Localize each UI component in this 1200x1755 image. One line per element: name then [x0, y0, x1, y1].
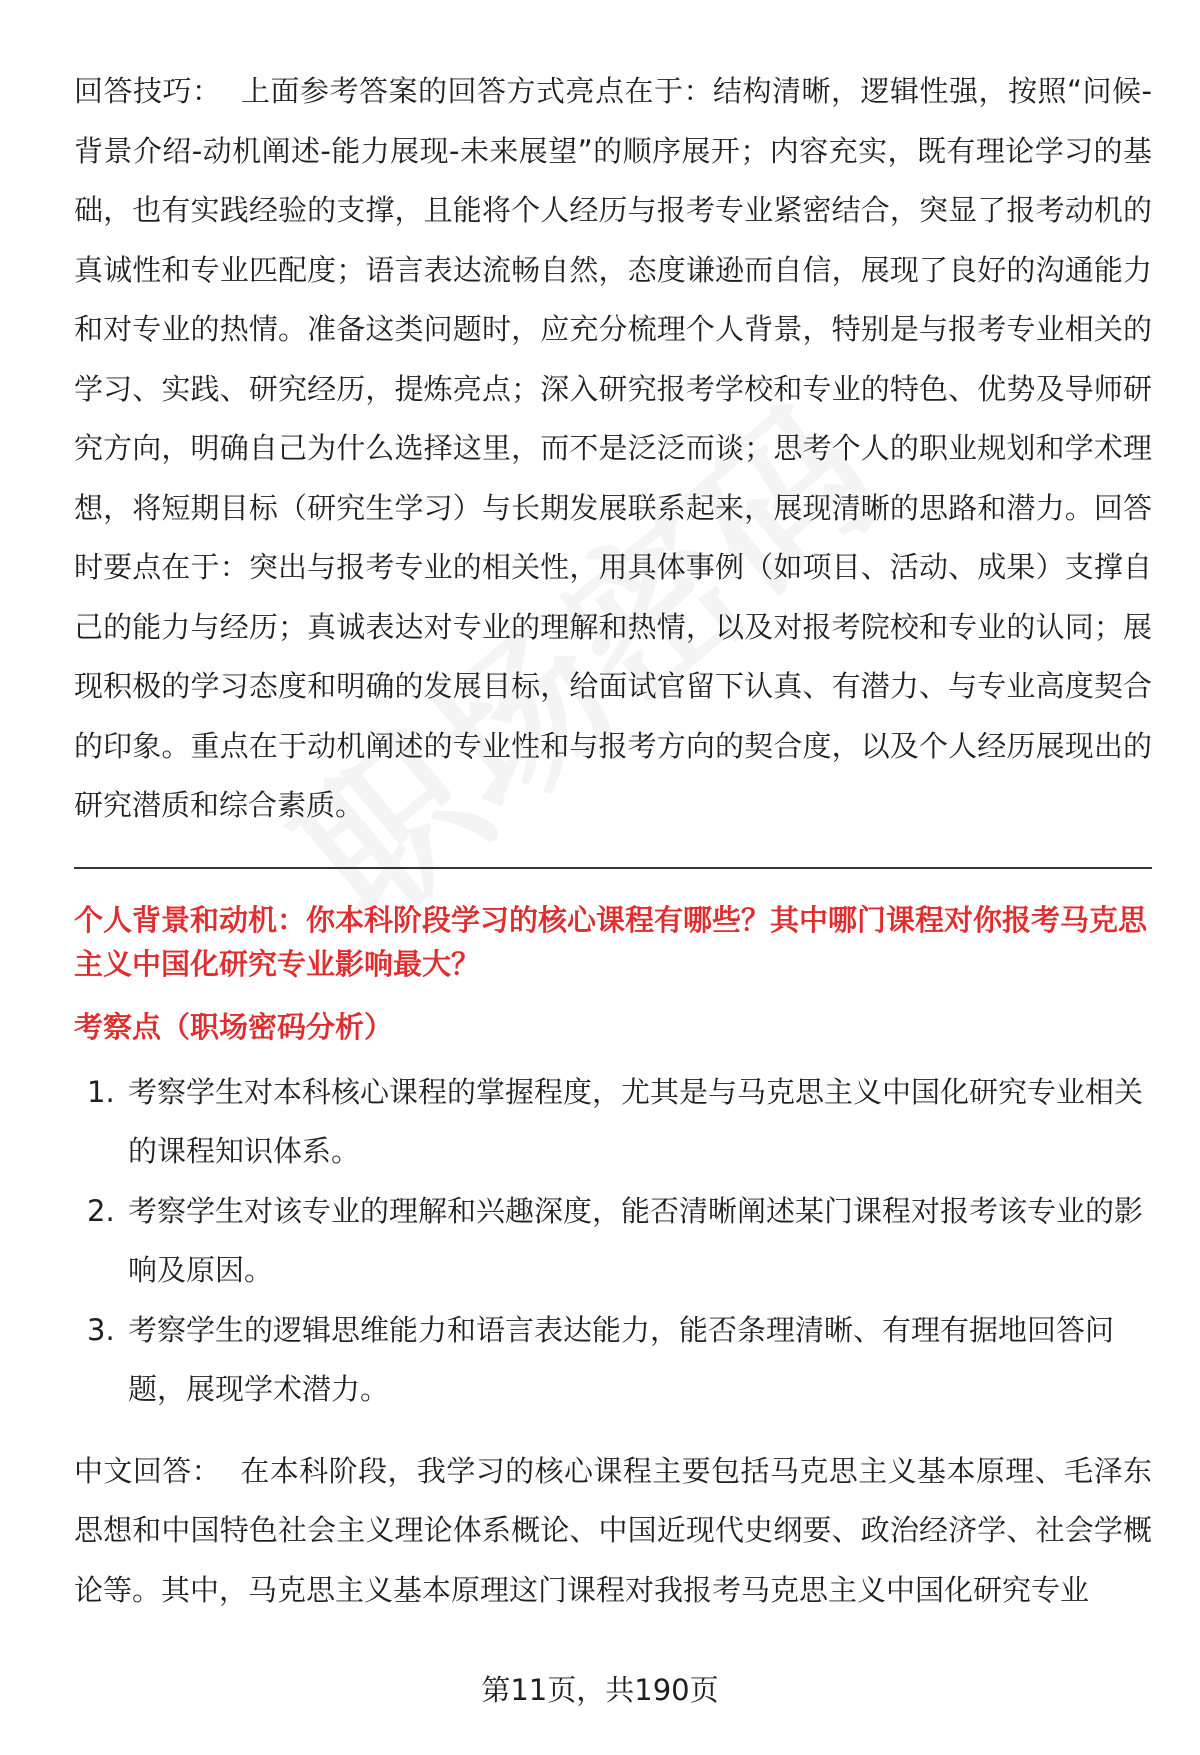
- answer-label: 中文回答：: [74, 1453, 222, 1488]
- list-item: [74, 1182, 1152, 1301]
- list-item-text: 考察学生对本科核心课程的掌握程度，尤其是与马克思主义中国化研究专业相关的课程知识体系。: [128, 1074, 1144, 1168]
- list-number: 1.: [87, 1074, 115, 1109]
- assessment-points-list: [74, 1063, 1152, 1420]
- tips-paragraph: [74, 62, 1152, 836]
- page-number: 第11页，共190页: [481, 1673, 719, 1707]
- list-item: [74, 1301, 1152, 1420]
- list-item: [74, 1063, 1152, 1182]
- list-number: 3.: [87, 1312, 115, 1347]
- question-title: 个人背景和动机：你本科阶段学习的核心课程有哪些？其中哪门课程对你报考马克思主义中国化研究专业影响最大？: [74, 902, 1148, 981]
- list-item-text: 考察学生的逻辑思维能力和语言表达能力，能否条理清晰、有理有据地回答问题，展现学术潜力。: [128, 1312, 1115, 1406]
- tips-label: 回答技巧：: [74, 74, 222, 108]
- list-number: 2.: [87, 1193, 115, 1228]
- section-divider: [74, 867, 1152, 869]
- list-item-text: 考察学生对该专业的理解和兴趣深度，能否清晰阐述某门课程对报考该专业的影响及原因。: [128, 1193, 1144, 1287]
- question-subtitle: 考察点（职场密码分析）: [74, 1009, 394, 1044]
- answer-paragraph: [74, 1442, 1152, 1621]
- tips-text: 上面参考答案的回答方式亮点在于：结构清晰，逻辑性强，按照“问候-背景介绍-动机阐述-能力展现-未来展望”的顺序展开；内容充实，既有理论学习的基础，也有实践经验的支撑，且能将个人经历与报考专业紧密结合，突显了报考动机的真诚性和专业匹配度；语言表达流畅自然，态度谦逊而自信，展现了良好的沟通能力和对专业的热情。准备这类问题时，应充分梳理个人背景，特别是与报考专业相关的学习、实践、研究经历，提炼亮点；深入研究报考学校和专业的特色、优势及导师研究方向，明确自己为什么选择这里，而不是泛泛而谈；思考个人的职业规划和学术理想，将短期目标（研究生学习）与长期发展联系起来，展现清晰的思路和潜力。回答时要点在于：突出与报考专业的相关性，用具体事例（如项目、活动、成果）支撑自己的能力与经历；真诚表达对专业的理解和热情，以及对报考院校和专业的认同；展现积极的学习态度和明确的发展目标，给面试官留下认真、有潜力、与专业高度契合的印象。重点在于动机阐述的专业性和与报考方向的契合度，以及个人经历展现出的研究潜质和综合素质。: [74, 74, 1152, 822]
- answer-text: 在本科阶段，我学习的核心课程主要包括马克思主义基本原理、毛泽东思想和中国特色社会主义理论体系概论、中国近现代史纲要、政治经济学、社会学概论等。其中，马克思主义基本原理这门课程对我报考马克思主义中国化研究专业: [74, 1453, 1152, 1607]
- document-body: [74, 62, 1152, 1620]
